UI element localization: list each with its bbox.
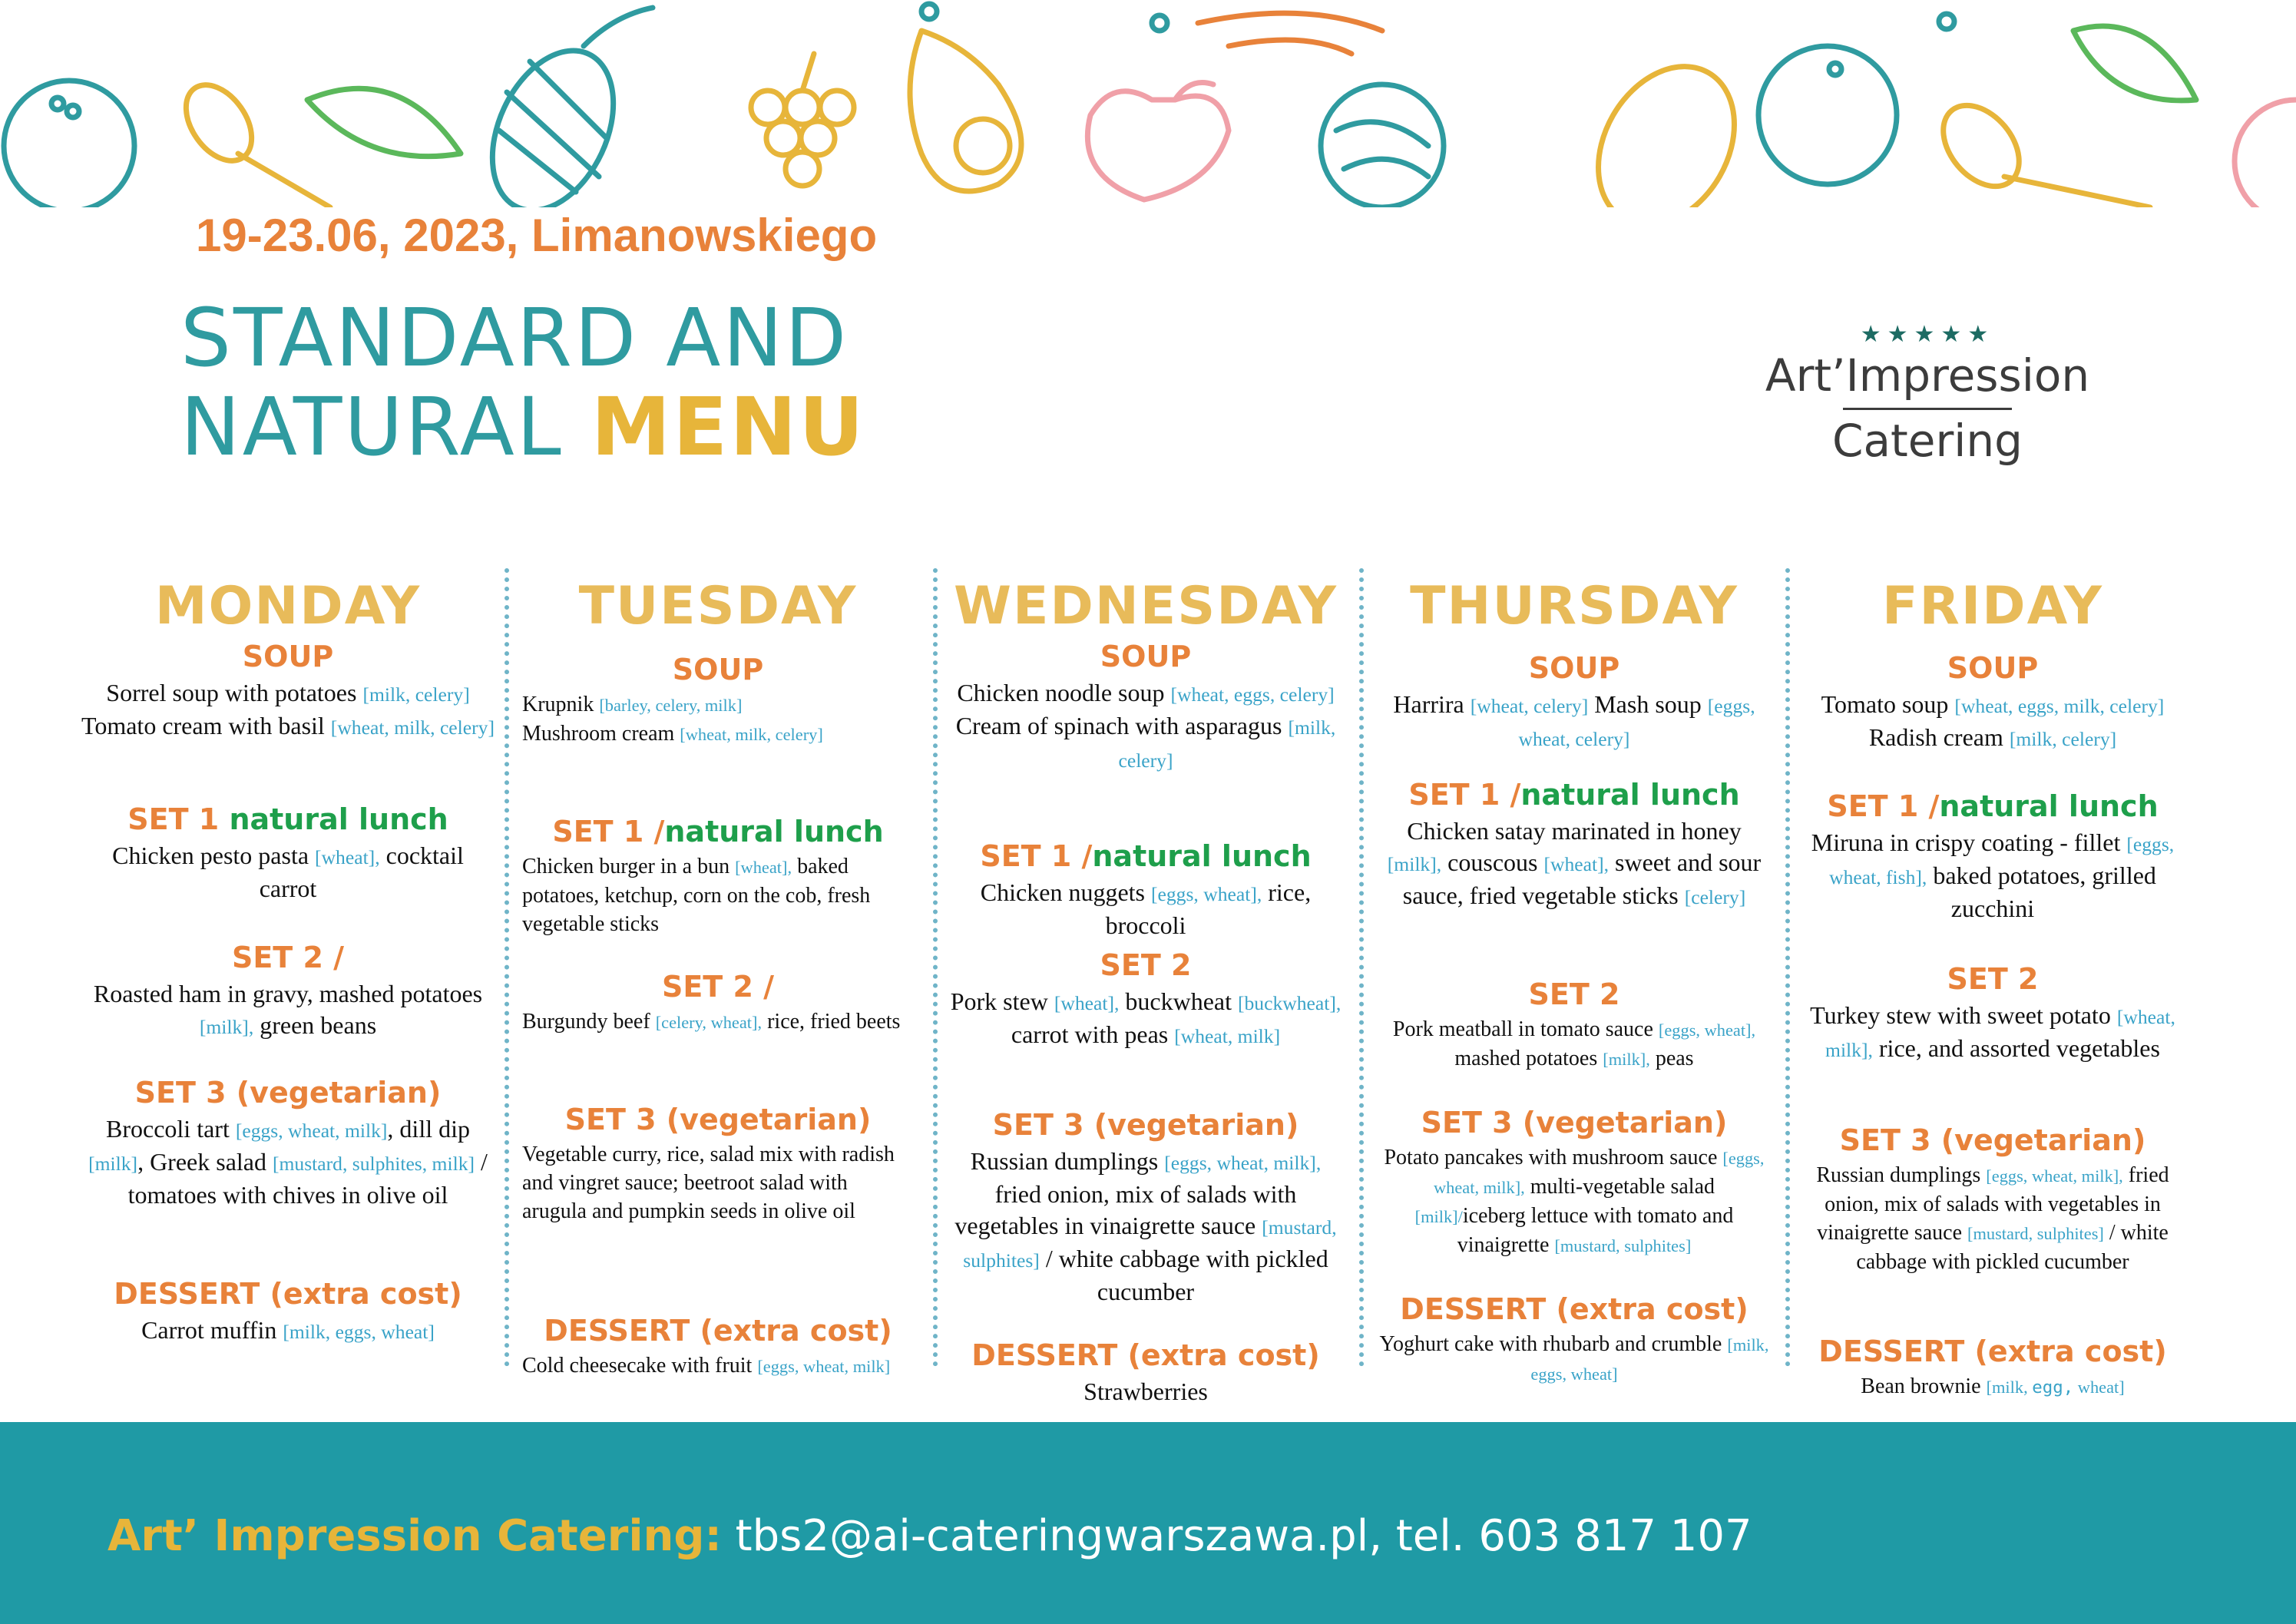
column-divider [1785, 568, 1790, 1367]
soup-dishes: Chicken noodle soup [wheat, eggs, celery] Cream of spinach with asparagus [milk, celery] [955, 679, 1336, 772]
circle-fruit-icon [1758, 46, 1897, 184]
set2-label: SET 2 / [661, 970, 775, 1004]
allergens: [wheat, eggs, milk, celery] [1954, 695, 2165, 717]
allergens: [milk]/ [1414, 1207, 1463, 1226]
soup-dishes: Krupnik [barley, celery, milk] Mushroom cream [wheat, milk, celery] [522, 693, 823, 746]
day-column-tuesday [522, 568, 914, 1378]
avocado-icon [910, 31, 1021, 191]
set1-label: SET 1 /natural lunch [1827, 789, 2159, 823]
soup-section [946, 637, 1345, 776]
rating-stars-icon: ★★★★★ [1860, 321, 1995, 348]
allergens: egg, [2032, 1378, 2074, 1397]
soup-dishes: Tomato soup [wheat, eggs, milk, celery] Radish cream [milk, celery] [1821, 690, 2165, 751]
set3-section [81, 1073, 495, 1211]
set3-label: SET 3 (vegetarian) [564, 1103, 872, 1136]
soup-label: SOUP [242, 640, 334, 673]
dessert-dish: Carrot muffin [milk, eggs, wheat] [141, 1316, 435, 1344]
set1-section [946, 837, 1345, 941]
orange-icon [4, 81, 134, 207]
set1-label: SET 1 natural lunch [127, 802, 448, 836]
sweet-potato-icon [1198, 13, 1382, 54]
soup-label: SOUP [1947, 651, 2039, 685]
dessert-dish: Yoghurt cake with rhubarb and crumble [milk, eggs, wheat] [1379, 1332, 1769, 1384]
title-line-2 [180, 380, 866, 474]
soup-section [1378, 649, 1770, 755]
set2-dish: Roasted ham in gravy, mashed potatoes [milk], green beans [93, 980, 483, 1039]
set3-section [522, 1100, 914, 1225]
day-column-friday [1797, 568, 2188, 1398]
allergens: [milk] [88, 1153, 138, 1175]
day-name: WEDNESDAY [953, 576, 1338, 637]
set3-dish: Potato pancakes with mushroom sauce [eggs, wheat, milk], multi-vegetable salad [milk]/iceberg lettuce with tomato and vinaigrette [mustard, sulphites] [1384, 1146, 1765, 1257]
allergens: [wheat, eggs, celery] [1170, 683, 1335, 706]
set1-dish: Miruna in crispy coating - fillet [eggs, wheat, fish], baked potatoes, grilled zucchini [1811, 829, 2175, 922]
dessert-label: DESSERT (extra cost) [544, 1314, 892, 1348]
day-name: TUESDAY [578, 576, 858, 637]
set2-section [81, 938, 495, 1043]
day-column-thursday [1378, 568, 1770, 1384]
apple-icon [1087, 83, 1229, 200]
dessert-dish: Strawberries [1083, 1378, 1208, 1405]
allergens: [eggs, wheat], [1150, 883, 1262, 905]
set3-label: SET 3 (vegetarian) [992, 1108, 1299, 1142]
dessert-label: DESSERT (extra cost) [114, 1277, 462, 1311]
allergens: [milk, eggs, wheat] [1530, 1335, 1769, 1384]
allergens: [milk, celery] [362, 683, 470, 706]
allergens: [eggs, wheat, milk] [235, 1120, 388, 1142]
column-divider [505, 568, 509, 1367]
lemon-icon [1571, 42, 1762, 207]
allergens: [barley, celery, milk] [599, 696, 743, 715]
allergens: [wheat, milk] [1174, 1025, 1281, 1047]
spoon-icon [173, 73, 330, 207]
soup-label: SOUP [1100, 640, 1192, 673]
title-natural: NATURAL [180, 380, 591, 474]
dessert-section [1378, 1290, 1770, 1388]
set3-dish: Broccoli tart [eggs, wheat, milk], dill dip [milk], Greek salad [mustard, sulphites, milk] / tomatoes with chives in olive oil [88, 1115, 488, 1209]
logo-sub: Catering [1831, 415, 2023, 467]
allergens: [milk, [1986, 1378, 2033, 1397]
allergens: [eggs, wheat, fish], [1829, 833, 2175, 888]
day-column-wednesday [946, 568, 1345, 1405]
logo-brand: Art’Impression [1765, 349, 2090, 402]
allergens: [eggs, wheat, milk], [1164, 1152, 1322, 1174]
set2-label: SET 2 / [231, 941, 345, 974]
set1-section [1797, 787, 2188, 924]
dessert-label: DESSERT (extra cost) [971, 1338, 1320, 1372]
title-line-1: STANDARD AND [180, 291, 849, 385]
set1-section [1378, 776, 1770, 913]
day-name: THURSDAY [1410, 576, 1739, 637]
allergens: [eggs, wheat], [1658, 1020, 1756, 1040]
fruit-vegetable-banner [0, 0, 2296, 207]
day-name: FRIDAY [1882, 576, 2103, 637]
dessert-section [946, 1336, 1345, 1407]
set2-dish: Pork meatball in tomato sauce [eggs, wheat], mashed potatoes [milk], peas [1392, 1017, 1756, 1070]
allergens: [milk], [199, 1016, 254, 1038]
day-column-monday [81, 568, 495, 1367]
allergens: [mustard, sulphites] [1967, 1224, 2104, 1243]
allergens: [mustard, sulphites] [1554, 1236, 1692, 1255]
set3-dish: Russian dumplings [eggs, wheat, milk], fried onion, mix of salads with vegetables in vinaigrette sauce [mustard, sulphites] / white cabbage with pickled cucumber [954, 1147, 1337, 1305]
dessert-section [1797, 1332, 2188, 1402]
dessert-label: DESSERT (extra cost) [1818, 1335, 2167, 1368]
soup-label: SOUP [1528, 651, 1620, 685]
allergens: [eggs, wheat, celery] [1518, 695, 1755, 750]
allergens: [wheat, milk], [1825, 1006, 2175, 1061]
lettuce-icon [1321, 84, 1444, 207]
dessert-dish: Cold cheesecake with fruit [eggs, wheat, milk] [522, 1354, 891, 1378]
set3-dish: Russian dumplings [eggs, wheat, milk], fried onion, mix of salads with vegetables in vinaigrette sauce [mustard, sulphites] / white cabbage with pickled cucumber [1816, 1163, 2169, 1274]
menu-title [180, 291, 866, 474]
soup-dishes: Sorrel soup with potatoes [milk, celery] Tomato cream with basil [wheat, milk, celery] [81, 679, 495, 739]
dessert-section [522, 1311, 914, 1381]
set2-dish: Turkey stew with sweet potato [wheat, milk], rice, and assorted vegetables [1810, 1001, 2175, 1062]
allergens: [milk, eggs, wheat] [283, 1321, 435, 1343]
allergens: [milk], [1387, 853, 1442, 875]
allergens: [wheat], [315, 846, 380, 868]
footer-contact [108, 1511, 1752, 1561]
soup-section [1797, 649, 2188, 755]
allergens: [wheat], [735, 858, 792, 877]
set2-section [1378, 975, 1770, 1073]
dessert-section [81, 1275, 495, 1348]
allergens: [eggs, wheat, milk], [1433, 1149, 1765, 1197]
set1-label: SET 1 /natural lunch [552, 815, 884, 848]
allergens: wheat] [2073, 1378, 2125, 1397]
set3-label: SET 3 (vegetarian) [1421, 1106, 1728, 1139]
set1-dish: Chicken pesto pasta [wheat], cocktail carrot [112, 842, 464, 902]
allergens: [wheat, milk, celery] [680, 725, 823, 744]
allergens: [milk, celery] [2009, 728, 2117, 750]
allergens: [wheat, milk, celery] [330, 716, 495, 739]
soup-section [81, 637, 495, 743]
set1-section [522, 812, 914, 938]
set1-dish: Chicken burger in a bun [wheat], baked potatoes, ketchup, corn on the cob, fresh vegetable sticks [522, 855, 871, 936]
pineapple-icon [468, 8, 653, 207]
grapes-icon [751, 54, 854, 186]
set1-label: SET 1 /natural lunch [1408, 778, 1740, 812]
allergens: [wheat, celery] [1470, 695, 1589, 717]
set1-section [81, 800, 495, 905]
set2-dish: Burgundy beef [celery, wheat], rice, fried beets [522, 1010, 901, 1034]
allergens: [eggs, wheat, milk], [1986, 1166, 2123, 1186]
soup-dishes: Harrira [wheat, celery] Mash soup [eggs, wheat, celery] [1393, 690, 1755, 750]
dessert-dish: Bean brownie [milk, egg, wheat] [1861, 1374, 2125, 1398]
set2-section [522, 967, 914, 1037]
day-name: MONDAY [154, 576, 422, 637]
footer-brand: Art’ Impression Catering: [108, 1511, 722, 1561]
set1-dish: Chicken nuggets [eggs, wheat], rice, broccoli [980, 878, 1312, 939]
allergens: [milk, celery] [1118, 716, 1336, 772]
set1-dish: Chicken satay marinated in honey [milk], couscous [wheat], sweet and sour sauce, fried vegetable sticks [celery] [1387, 817, 1762, 909]
allergens: [wheat], [1054, 992, 1120, 1014]
set3-dish: Vegetable curry, rice, salad mix with radish and vingret sauce; beetroot salad with arugula and pumpkin seeds in olive oil [522, 1143, 895, 1223]
footer-email-phone[interactable]: tbs2@ai-cateringwarszawa.pl, tel. 603 817 107 [721, 1511, 1752, 1561]
column-divider [1359, 568, 1364, 1367]
company-logo [1751, 321, 2104, 467]
soup-label: SOUP [672, 653, 764, 686]
set2-label: SET 2 [1100, 948, 1192, 982]
set3-label: SET 3 (vegetarian) [134, 1076, 442, 1110]
menu-date: 19-23.06, 2023, Limanowskiego [196, 210, 878, 261]
logo-rule [1843, 408, 2012, 410]
set3-section [946, 1106, 1345, 1308]
set3-label: SET 3 (vegetarian) [1839, 1123, 2146, 1157]
dessert-label: DESSERT (extra cost) [1400, 1292, 1748, 1326]
watermelon-icon [2235, 100, 2296, 207]
dots-icon [921, 4, 1954, 31]
set2-label: SET 2 [1528, 977, 1620, 1011]
allergens: [mustard, sulphites] [963, 1216, 1337, 1272]
set2-section [946, 946, 1345, 1052]
soup-section [522, 650, 914, 749]
allergens: [celery] [1684, 886, 1746, 908]
allergens: [mustard, sulphites, milk] [272, 1153, 475, 1175]
allergens: [wheat], [1543, 853, 1610, 875]
column-divider [933, 568, 938, 1367]
allergens: [buckwheat], [1237, 992, 1342, 1014]
set2-section [1797, 960, 2188, 1066]
leaf-right-icon [2073, 26, 2196, 101]
spoon-right-icon [1928, 91, 2150, 207]
set3-section [1797, 1121, 2188, 1276]
set1-label: SET 1 /natural lunch [980, 839, 1312, 873]
title-menu: MENU [591, 380, 866, 474]
set3-section [1378, 1103, 1770, 1260]
allergens: [celery, wheat], [655, 1013, 763, 1032]
allergens: [milk], [1603, 1050, 1650, 1069]
leaf-icon [307, 88, 461, 156]
set2-label: SET 2 [1947, 962, 2039, 996]
set2-dish: Pork stew [wheat], buckwheat [buckwheat], carrot with peas [wheat, milk] [950, 987, 1342, 1048]
allergens: [eggs, wheat, milk] [757, 1357, 891, 1376]
